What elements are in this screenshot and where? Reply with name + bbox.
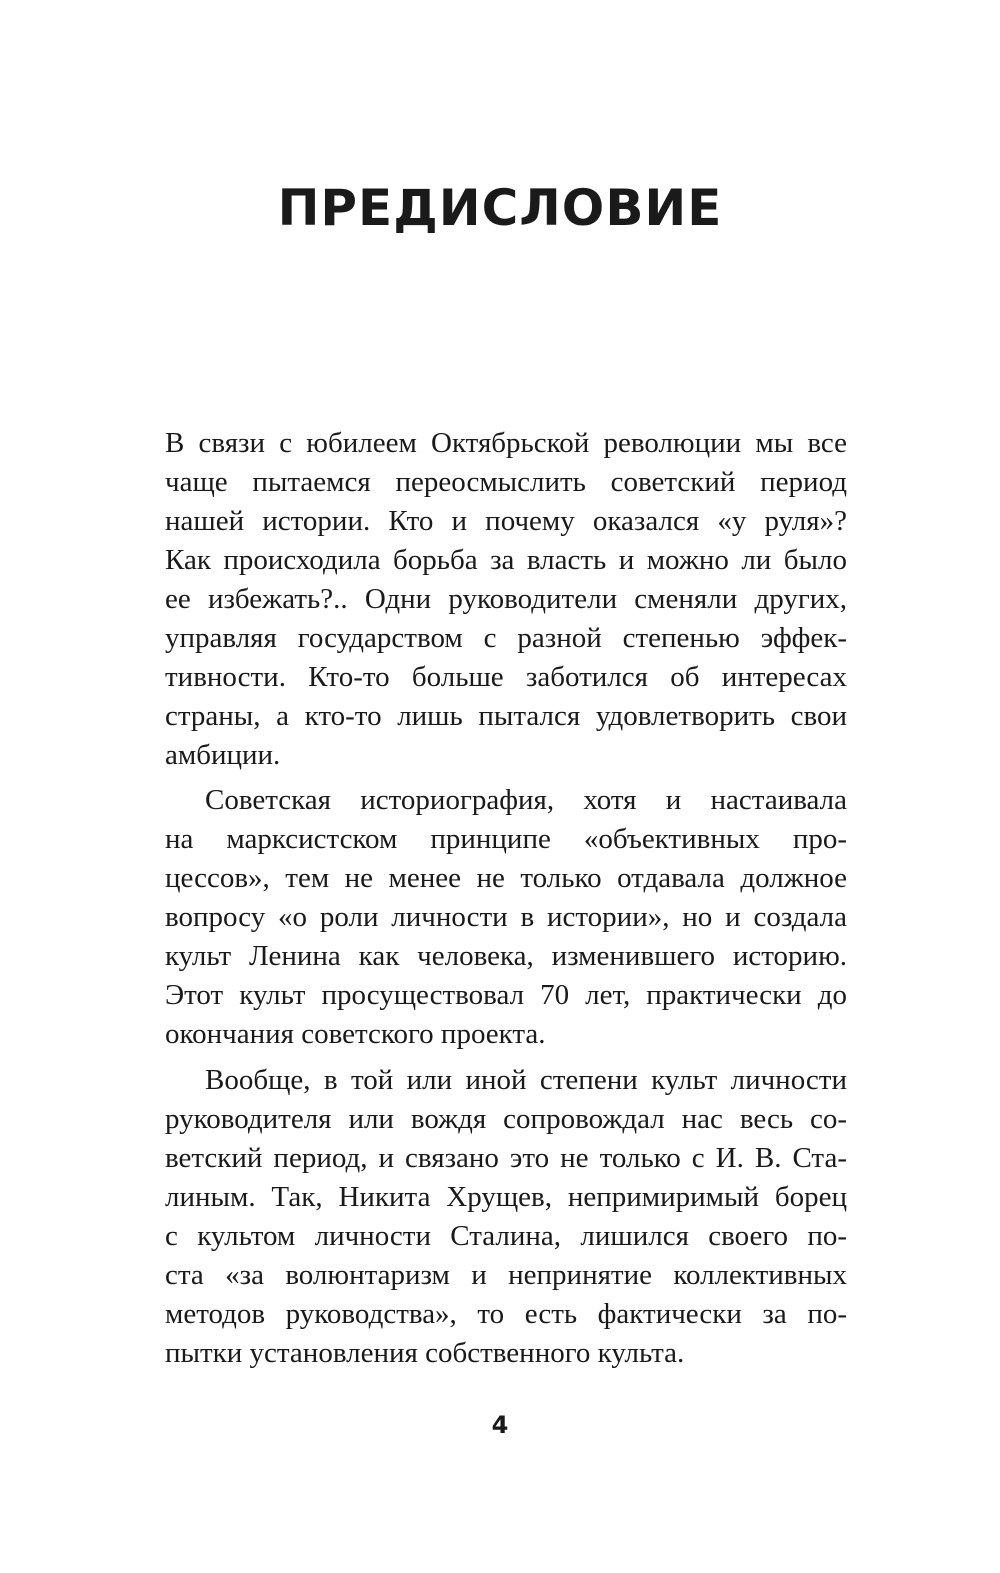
text-line: Вообще, в той или иной степени культ личности <box>205 1064 847 1096</box>
text-line: Этот культ просуществовал 70 лет, практически до <box>165 979 847 1011</box>
text-line: с культом личности Сталина, лишился своего по- <box>165 1220 847 1252</box>
text-line: амбиции. <box>165 739 281 771</box>
text-line: Советская историография, хотя и настаивала <box>205 784 847 816</box>
text-line: ста «за волюнтаризм и непринятие коллективных <box>165 1259 847 1291</box>
chapter-heading: ПРЕДИСЛОВИЕ <box>277 179 723 237</box>
text-line: нашей истории. Кто и почему оказался «у руля»? <box>165 505 847 537</box>
page-number: 4 <box>491 1411 509 1439</box>
text-line: окончания советского проекта. <box>165 1018 546 1050</box>
text-line: руководителя или вождя сопровождал нас весь со- <box>165 1103 847 1135</box>
text-line: цессов», тем не менее не только отдавала должное <box>165 862 847 894</box>
text-line: культ Ленина как человека, изменившего историю. <box>165 940 847 972</box>
text-line: методов руководства», то есть фактически за по- <box>165 1298 847 1330</box>
text-line: тивности. Кто-то больше заботился об интересах <box>165 661 847 693</box>
text-line: страны, а кто-то лишь пытался удовлетворить свои <box>165 700 847 732</box>
text-line: на марксистском принципе «объективных про- <box>165 823 847 855</box>
text-line: ее избежать?.. Одни руководители сменяли других, <box>165 583 847 615</box>
text-line: пытки установления собственного культа. <box>165 1337 685 1369</box>
text-line: вопросу «о роли личности в истории», но и создала <box>165 901 847 933</box>
text-line: чаще пытаемся переосмыслить советский период <box>165 466 847 498</box>
text-line: линым. Так, Никита Хрущев, непримиримый борец <box>165 1181 847 1213</box>
text-line: управляя государством с разной степенью эффек- <box>165 622 847 654</box>
text-line: Как происходила борьба за власть и можно ли было <box>165 544 847 576</box>
text-line: ветский период, и связано это не только с И. В. Ста- <box>165 1142 847 1174</box>
text-line: В связи с юбилеем Октябрьской революции мы все <box>165 427 847 459</box>
